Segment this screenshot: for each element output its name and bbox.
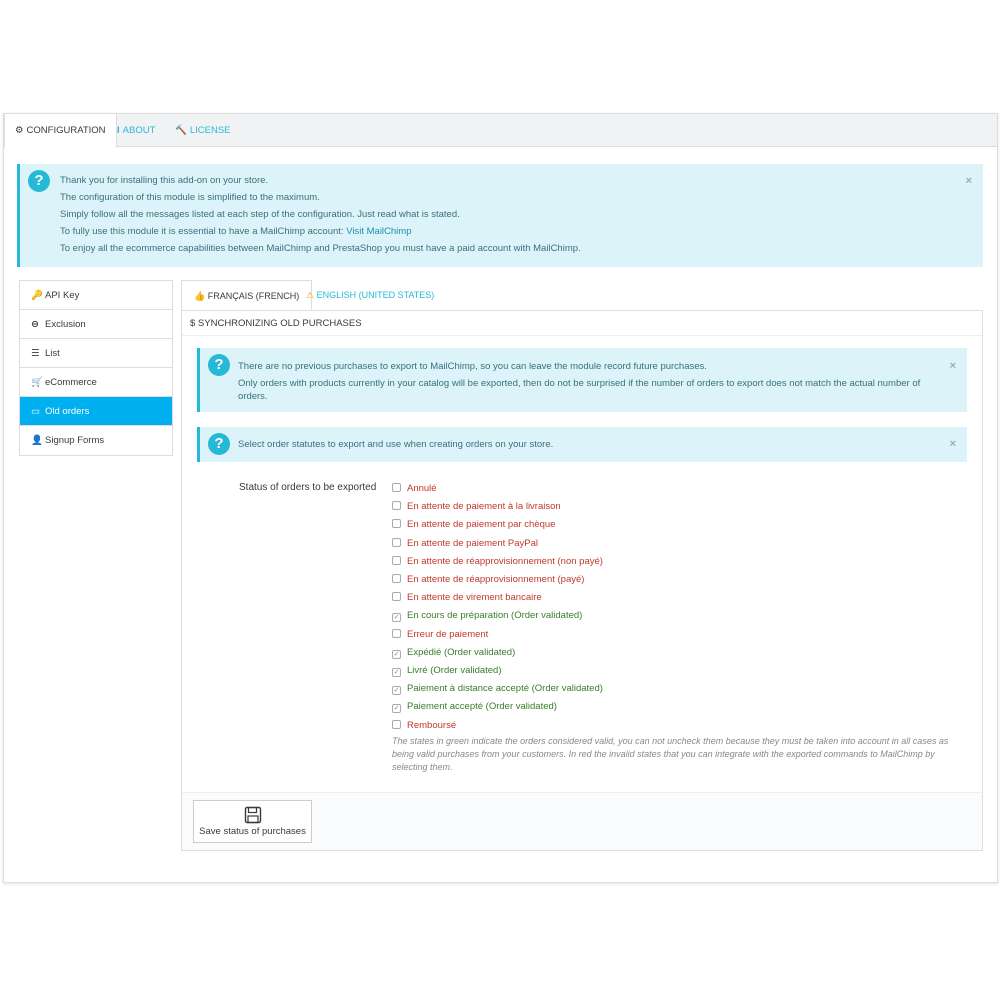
status-checkbox-label: Expédié (Order validated) <box>407 646 516 658</box>
sidebar-item-label: Exclusion <box>45 319 86 330</box>
status-checkbox-label: Annulé <box>407 483 437 494</box>
list-icon: ☰ <box>31 348 40 359</box>
alert-line: Only orders with products currently in your catalog will be exported, then do not be surprised if the number of orders to export does not match the actual number of <box>238 378 921 389</box>
status-checkbox-row[interactable] <box>392 609 582 623</box>
panel-footer <box>182 792 982 850</box>
thumbs-up-icon: 👍 <box>194 291 206 301</box>
save-button-label: Save status of purchases <box>199 826 306 837</box>
tab-label: LICENSE <box>189 125 231 136</box>
status-checkbox-label: En cours de préparation (Order validated) <box>407 610 583 622</box>
alert-line: The configuration of this module is simplified to the maximum. <box>60 192 320 203</box>
status-checkbox[interactable] <box>392 592 401 601</box>
lang-tab-label: FRANÇAIS (FRENCH) <box>207 291 300 301</box>
status-checkbox[interactable]: ✓ <box>393 650 400 658</box>
sidebar-item-exclusion[interactable] <box>20 310 172 339</box>
status-checkbox[interactable] <box>392 501 401 510</box>
status-form-label: Status of orders to be exported <box>239 482 377 493</box>
status-checkbox[interactable] <box>392 483 401 492</box>
top-tab-bar <box>4 114 997 147</box>
status-checkbox-row[interactable] <box>392 682 603 696</box>
status-checkbox[interactable]: ✓ <box>393 669 400 676</box>
status-checkbox-label: Remboursé <box>407 719 457 731</box>
status-checkbox-label: En attente de virement bancaire <box>407 592 542 604</box>
status-checkbox-label: En attente de paiement PayPal <box>407 537 538 549</box>
status-checkbox-label: Livré (Order validated) <box>407 665 502 676</box>
alert-line: Thank you for installing this add-on on your store. <box>60 175 269 186</box>
sidebar-item-list[interactable] <box>20 339 172 368</box>
content-panel <box>181 310 983 851</box>
status-checkbox-label: Paiement à distance accepté (Order validated) <box>407 683 603 695</box>
tab-about[interactable] <box>107 114 165 148</box>
sidebar-item-label: eCommerce <box>45 377 97 388</box>
sidebar-item-label: API Key <box>45 290 80 301</box>
alert-line: There are no previous purchases to export to MailChimp, so you can leave the module record future purchases. <box>238 361 707 372</box>
status-checkbox-label: Paiement accepté (Order validated) <box>407 701 557 713</box>
close-icon[interactable]: × <box>965 175 972 187</box>
status-checkbox-label: En attente de paiement à la livraison <box>407 501 561 513</box>
status-checkbox-row[interactable] <box>392 664 502 678</box>
sidebar <box>19 280 173 456</box>
tab-lang-french[interactable] <box>181 280 315 311</box>
info-icon: I <box>117 125 120 136</box>
alert-line: Select order statutes to export and use when creating orders on your store. <box>238 439 554 450</box>
sidebar-item-signup-forms[interactable] <box>20 426 172 455</box>
status-checkbox-row[interactable] <box>392 573 584 587</box>
alert-line: orders. <box>238 391 268 402</box>
status-checkbox[interactable]: ✓ <box>393 614 400 622</box>
alert-line <box>60 226 412 237</box>
status-checkbox[interactable] <box>392 629 401 638</box>
visit-mailchimp-link[interactable]: Visit MailChimp <box>346 226 412 237</box>
section-title: $ SYNCHRONIZING OLD PURCHASES <box>182 311 982 336</box>
intro-alert <box>17 164 983 267</box>
key-icon: 🔑 <box>31 290 43 301</box>
status-checkbox-label: En attente de paiement par chèque <box>407 519 556 531</box>
sidebar-item-old-orders[interactable] <box>20 397 172 426</box>
lang-tab-label: ENGLISH (UNITED STATES) <box>316 290 435 300</box>
close-icon[interactable]: × <box>949 360 956 372</box>
sidebar-item-label: List <box>45 348 60 359</box>
status-checkbox[interactable] <box>392 538 401 547</box>
tab-license[interactable] <box>165 114 241 148</box>
status-checkbox[interactable] <box>392 720 401 729</box>
user-plus-icon: 👤 <box>31 435 43 446</box>
question-icon: ? <box>208 354 230 376</box>
warning-icon: ⚠ <box>306 290 315 300</box>
status-checkbox-row[interactable] <box>392 591 542 605</box>
status-checkbox-row[interactable] <box>392 555 603 569</box>
status-checkbox[interactable]: ✓ <box>393 705 400 713</box>
select-statuses-alert <box>197 427 967 462</box>
status-checkbox-row[interactable] <box>392 646 515 660</box>
sidebar-item-label: Old orders <box>45 406 90 417</box>
status-checkbox-label: Erreur de paiement <box>407 628 489 640</box>
status-checkbox-row[interactable] <box>392 500 561 514</box>
status-checkbox[interactable] <box>392 574 401 583</box>
alert-line: Simply follow all the messages listed at each step of the configuration. Just read what is stated. <box>60 209 460 220</box>
cart-icon: 🛒 <box>31 377 43 388</box>
status-checkbox-row[interactable] <box>392 518 555 532</box>
close-icon[interactable]: × <box>949 438 956 450</box>
save-status-button[interactable] <box>193 800 312 843</box>
status-checkbox-row[interactable] <box>392 719 456 733</box>
floppy-disk-icon <box>244 806 262 824</box>
status-checkbox[interactable]: ✓ <box>393 687 400 695</box>
status-checkbox-row[interactable] <box>392 537 538 551</box>
status-checkbox-label: En attente de réapprovisionnement (payé) <box>407 574 585 585</box>
sidebar-item-label: Signup Forms <box>45 435 105 446</box>
status-help-text: The states in green indicate the orders considered valid, you can not uncheck them because they must be taken into account in all cases as being valid purchases from your customers. In red the invalid states that you can integrate with the exported commands to MailChimp by selecting them. <box>392 736 949 772</box>
status-checkbox-label: En attente de réapprovisionnement (non payé) <box>407 555 603 567</box>
sidebar-item-api-key[interactable] <box>20 281 172 310</box>
module-panel <box>3 113 998 883</box>
tab-label: ABOUT <box>122 125 156 136</box>
question-icon: ? <box>28 170 50 192</box>
status-checkbox-row[interactable] <box>392 628 488 642</box>
question-icon: ? <box>208 433 230 455</box>
minus-circle-icon: ⊖ <box>31 319 39 330</box>
alert-line-text: To fully use this module it is essential to have a MailChimp account: <box>60 226 347 237</box>
no-purchases-alert <box>197 348 967 412</box>
tab-configuration[interactable] <box>4 114 117 148</box>
status-checkbox-row[interactable] <box>392 482 437 496</box>
gavel-icon: 🔨 <box>175 125 187 136</box>
gears-icon: ⚙ <box>15 125 24 136</box>
alert-line: To enjoy all the ecommerce capabilities between MailChimp and PrestaShop you must have a paid account with MailChimp. <box>60 243 581 254</box>
status-checkbox[interactable] <box>392 519 401 528</box>
status-checkbox-row[interactable] <box>392 700 557 714</box>
status-checkbox[interactable] <box>392 556 401 565</box>
sidebar-item-ecommerce[interactable] <box>20 368 172 397</box>
tab-lang-english[interactable] <box>294 280 446 311</box>
credit-card-icon: ▭ <box>31 406 40 417</box>
tab-label: CONFIGURATION <box>26 125 106 136</box>
